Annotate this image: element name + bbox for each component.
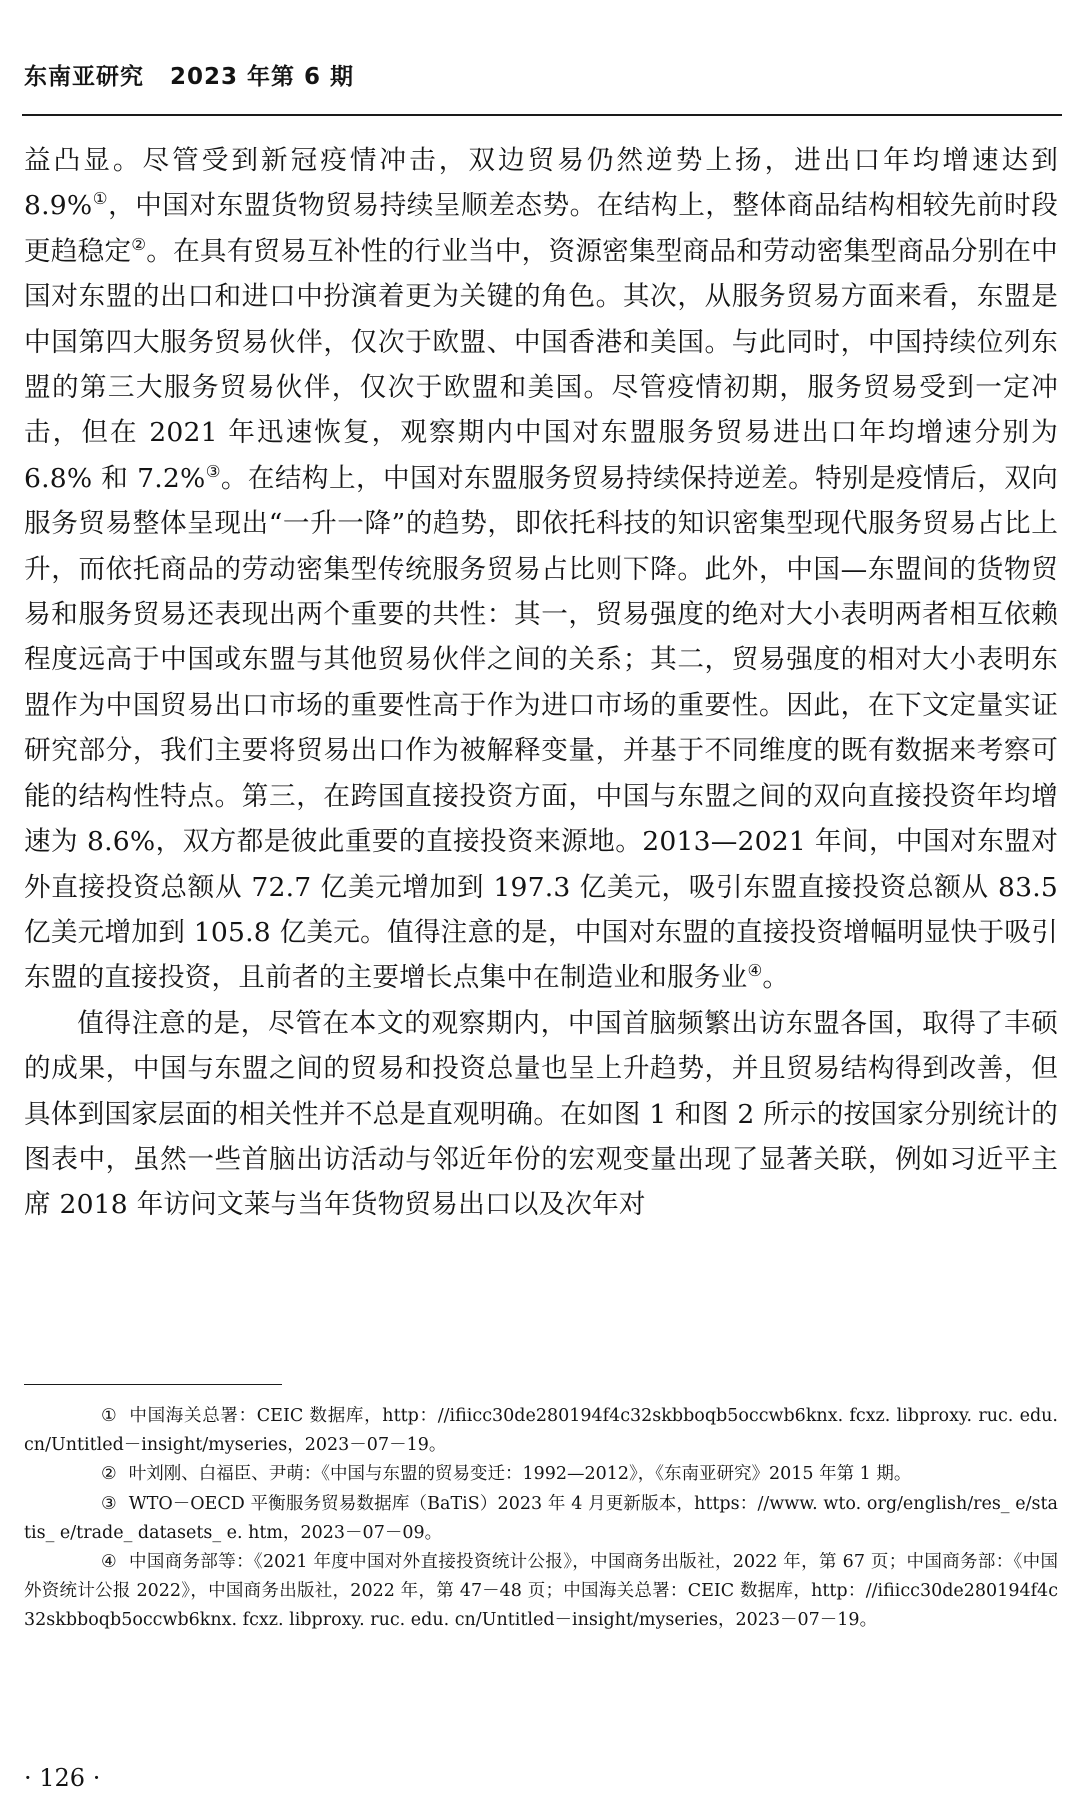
footnote-marker: ① — [101, 1406, 117, 1426]
paragraph-text: ，中国对东盟货物贸易持续呈顺差态势。在结构上，整体商品结构相较先前时段更趋稳定 — [24, 190, 1059, 267]
paragraph-2: 值得注意的是，尽管在本文的观察期内，中国首脑频繁出访东盟各国，取得了丰硕的成果，中国与东盟之间的贸易和投资总量也呈上升趋势，并且贸易结构得到改善，但具体到国家层面的相关性并不总是直观明确。在如图 1 和图 2 所示的按国家分别统计的图表中，虽然一些首脑出访活动与邻近年份的宏观变量出现了显著关联，例如习近平主席 2018 年访问文莱与当年货物贸易出口以及次年对 — [24, 1007, 1058, 1221]
paragraph-1 — [24, 138, 1058, 1001]
footnote-marker: ③ — [101, 1493, 117, 1514]
footnote-ref-4: ④ — [747, 961, 763, 981]
header-rule — [22, 114, 1062, 116]
footnote-text: 叶刘刚、白福臣、尹萌：《中国与东盟的贸易变迁：1992—2012》，《东南亚研究》2015 年第 1 期。 — [128, 1464, 912, 1485]
footnote-text: 中国商务部等：《2021 年度中国对外直接投资统计公报》，中国商务出版社，2022 年，第 67 页；中国商务部：《中国外资统计公报 2022》，中国商务出版社，2022 年，第 47－48 页；中国海关总署：CEIC 数据库，http：//ifiicc30de280194f4c32skbboqb5occwb6knx. fcxz. libproxy. ruc. edu. cn/Untitled－insight/myseries，2023－07－19。 — [24, 1552, 1058, 1631]
issue-label: 2023 年第 6 期 — [170, 64, 355, 90]
page-number: · 126 · — [24, 1764, 101, 1792]
footnote-marker: ④ — [101, 1552, 117, 1573]
footnote-3 — [24, 1490, 1058, 1548]
footnote-ref-3: ③ — [205, 461, 221, 481]
journal-title: 东南亚研究 — [24, 64, 144, 90]
paragraph-text: 。在结构上，中国对东盟服务贸易持续保持逆差。特别是疫情后，双向服务贸易整体呈现出“一升一降”的趋势，即依托科技的知识密集型现代服务贸易占比上升，而依托商品的劳动密集型传统服务贸易占比则下降。此外，中国—东盟间的货物贸易和服务贸易还表现出两个重要的共性：其一，贸易强度的绝对大小表明两者相互依赖程度远高于中国或东盟与其他贸易伙伴之间的关系；其二，贸易强度的相对大小表明东盟作为中国贸易出口市场的重要性高于作为进口市场的重要性。因此，在下文定量实证研究部分，我们主要将贸易出口作为被解释变量，并基于不同维度的既有数据来考察可能的结构性特点。第三，在跨国直接投资方面，中国与东盟之间的双向直接投资年均增速为 8.6%，双方都是彼此重要的直接投资来源地。2013—2021 年间，中国对东盟对外直接投资总额从 72.7 亿美元增加到 197.3 亿美元，吸引东盟直接投资总额从 83.5 亿美元增加到 105.8 亿美元。值得注意的是，中国对东盟的直接投资增幅明显快于吸引东盟的直接投资，且前者的主要增长点集中在制造业和服务业 — [24, 462, 1059, 994]
footnote-1 — [24, 1402, 1058, 1460]
footnote-ref-1: ① — [92, 189, 109, 209]
paragraph-text: 益凸显。尽管受到新冠疫情冲击，双边贸易仍然逆势上扬，进出口年均增速达到 8.9% — [24, 145, 1058, 222]
footnotes — [24, 1402, 1058, 1636]
footnote-4 — [24, 1548, 1058, 1636]
footnote-2 — [24, 1460, 1058, 1489]
footnote-separator — [24, 1384, 282, 1385]
footnote-ref-2: ② — [131, 234, 147, 254]
running-header — [24, 58, 1059, 91]
footnote-text: 中国海关总署：CEIC 数据库，http：//ifiicc30de280194f4c32skbboqb5occwb6knx. fcxz. libproxy. ruc. edu. cn/Untitled－insight/myseries，2023－07－19。 — [24, 1406, 1058, 1456]
footnote-marker: ② — [101, 1464, 117, 1485]
paragraph-text: 。 — [762, 962, 790, 994]
footnote-text: WTO－OECD 平衡服务贸易数据库（BaTiS）2023 年 4 月更新版本，https：//www. wto. org/english/res_ e/statis_ e/trade_ datasets_ e. htm，2023－07－09。 — [24, 1493, 1058, 1543]
article-body — [24, 138, 1058, 1228]
paragraph-text: 。在具有贸易互补性的行业当中，资源密集型商品和劳动密集型商品分别在中国对东盟的出口和进口中扮演着更为关键的角色。其次，从服务贸易方面来看，东盟是中国第四大服务贸易伙伴，仅次于欧盟、中国香港和美国。与此同时，中国持续位列东盟的第三大服务贸易伙伴，仅次于欧盟和美国。尽管疫情初期，服务贸易受到一定冲击，但在 2021 年迅速恢复，观察期内中国对东盟服务贸易进出口年均增速分别为 6.8% 和 7.2% — [24, 235, 1058, 494]
